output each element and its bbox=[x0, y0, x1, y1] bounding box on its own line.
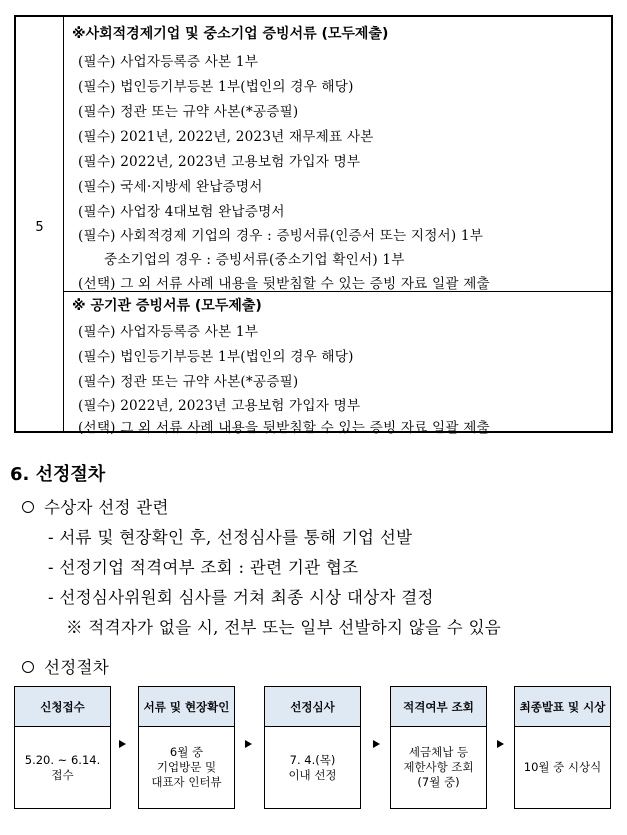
step-review-title: 서류 및 현장확인 bbox=[138, 686, 235, 727]
list-item: (필수) 2021년, 2022년, 2023년 재무제표 사본 bbox=[78, 129, 374, 145]
row-number: 5 bbox=[35, 220, 44, 235]
step-review-detail: 6월 중 기업방문 및 대표자 인터뷰 bbox=[138, 727, 235, 809]
step-award-detail: 10월 중 시상식 bbox=[514, 727, 611, 809]
step-award-title: 최종발표 및 시상 bbox=[514, 686, 611, 727]
list-item: (필수) 정관 또는 규약 사본(*공증필) bbox=[78, 104, 299, 120]
arrow-right-icon bbox=[497, 740, 504, 748]
section1-heading: ※사회적경제기업 및 중소기업 증빙서류 (모두제출) bbox=[72, 26, 389, 42]
list-item: (필수) 국세·지방세 완납증명서 bbox=[78, 179, 263, 195]
list-item: (필수) 2022년, 2023년 고용보험 가입자 명부 bbox=[78, 154, 361, 170]
list-item: (선택) 그 외 서류 사례 내용을 뒷받침할 수 있는 증빙 자료 일괄 제출 bbox=[78, 420, 490, 436]
list-item: 중소기업의 경우 : 증빙서류(중소기업 확인서) 1부 bbox=[104, 252, 405, 268]
evidence-documents-table bbox=[14, 15, 613, 436]
public-institution-documents-section bbox=[64, 292, 611, 436]
list-item: (필수) 사회적경제 기업의 경우 : 증빙서류(인증서 또는 지정서) 1부 bbox=[78, 228, 484, 244]
list-item: (필수) 법인등기부등본 1부(법인의 경우 해당) bbox=[78, 79, 354, 95]
bullet-label: 수상자 선정 관련 bbox=[44, 498, 169, 517]
section2-heading: ※ 공기관 증빙서류 (모두제출) bbox=[72, 298, 262, 314]
list-item: (필수) 2022년, 2023년 고용보험 가입자 명부 bbox=[78, 398, 361, 414]
step-apply-detail: 5.20. ~ 6.14. 접수 bbox=[14, 727, 111, 809]
step-eligibility-title: 적격여부 조회 bbox=[390, 686, 487, 727]
sub-item: - 서류 및 현장확인 후, 선정심사를 통해 기업 선발 bbox=[48, 528, 413, 547]
list-item: (필수) 법인등기부등본 1부(법인의 경우 해당) bbox=[78, 349, 354, 365]
list-item: (필수) 정관 또는 규약 사본(*공증필) bbox=[78, 374, 299, 390]
step-evaluation-title: 선정심사 bbox=[264, 686, 361, 727]
row-number-cell bbox=[16, 17, 64, 431]
circle-bullet-icon bbox=[22, 661, 34, 673]
list-item: (필수) 사업자등록증 사본 1부 bbox=[78, 54, 259, 70]
arrow-right-icon bbox=[119, 740, 126, 748]
list-item: (선택) 그 외 서류 사례 내용을 뒷받침할 수 있는 증빙 자료 일괄 제출 bbox=[78, 276, 490, 292]
sub-item: - 선정기업 적격여부 조회 : 관련 기관 협조 bbox=[48, 558, 359, 577]
arrow-right-icon bbox=[373, 740, 380, 748]
social-economy-documents-section bbox=[64, 17, 611, 292]
list-item: (필수) 사업자등록증 사본 1부 bbox=[78, 324, 259, 340]
bullet-selection bbox=[22, 494, 169, 518]
step-eligibility-detail: 세금체납 등 제한사항 조회 (7월 중) bbox=[390, 727, 487, 809]
step-evaluation-detail: 7. 4.(목) 이내 선정 bbox=[264, 727, 361, 809]
sub-item: - 선정심사위원회 심사를 거쳐 최종 시상 대상자 결정 bbox=[48, 588, 434, 607]
arrow-right-icon bbox=[245, 740, 252, 748]
bullet-label: 선정절차 bbox=[44, 658, 109, 677]
circle-bullet-icon bbox=[22, 501, 34, 513]
bullet-procedure bbox=[22, 654, 109, 678]
section-title: 6. 선정절차 bbox=[10, 464, 106, 485]
step-apply-title: 신청접수 bbox=[14, 686, 111, 727]
list-item: (필수) 사업장 4대보험 완납증명서 bbox=[78, 204, 285, 220]
note-item: ※ 적격자가 없을 시, 전부 또는 일부 선발하지 않을 수 있음 bbox=[66, 618, 502, 637]
